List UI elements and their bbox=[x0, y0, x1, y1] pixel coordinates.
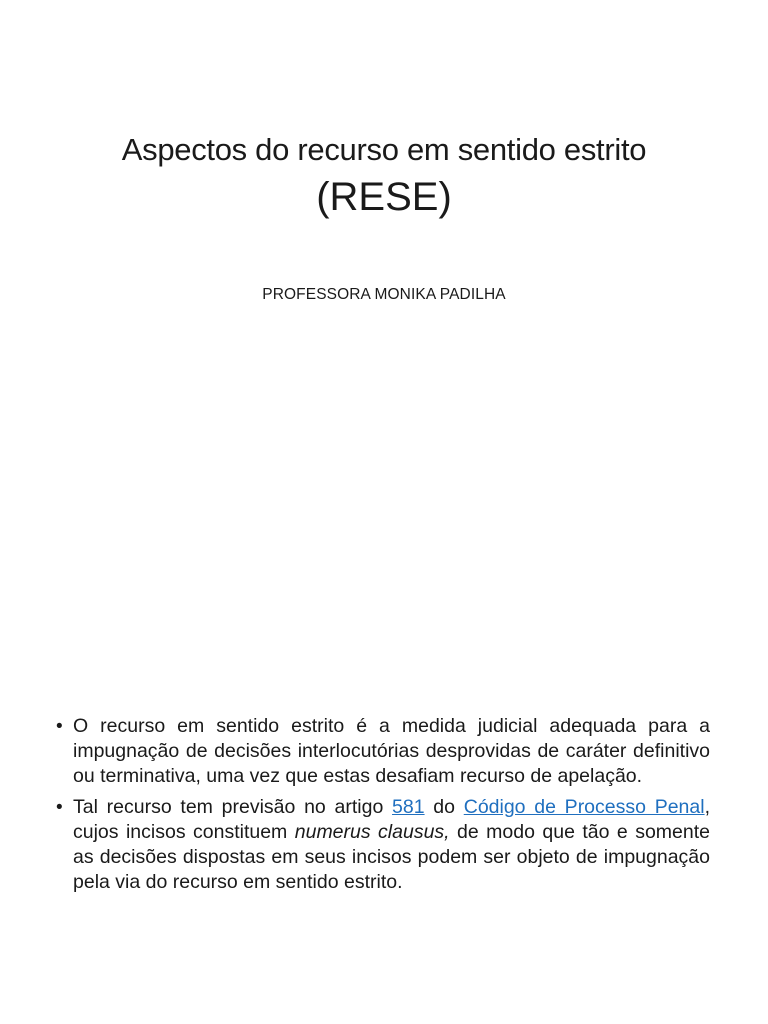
title-line-2: (RESE) bbox=[316, 175, 452, 219]
title-line-1: Aspectos do recurso em sentido estrito bbox=[121, 132, 647, 167]
bullet-text-2-part-3: , cujos incisos constituem bbox=[73, 796, 710, 843]
bullet-item-1 bbox=[50, 714, 710, 789]
slide-title bbox=[60, 128, 708, 222]
bullet-text-2-italic: numerus clausus, bbox=[294, 821, 450, 843]
bullet-list bbox=[50, 714, 710, 901]
bullet-dot-icon: • bbox=[56, 716, 63, 737]
link-codigo-processo-penal[interactable]: Código de Processo Penal bbox=[463, 796, 705, 818]
bullet-text-2-part-2: do bbox=[424, 796, 464, 818]
slide-subtitle: PROFESSORA MONIKA PADILHA bbox=[262, 286, 506, 303]
bullet-text-1: O recurso em sentido estrito é a medida judicial adequada para a impugnação de decisões interlocutórias desprovidas de caráter definitivo ou terminativa, uma vez que estas desafiam recurso de apelação. bbox=[73, 715, 710, 787]
bullet-text-2-part-4: de modo que tão e somente as decisões dispostas em seus incisos podem ser objeto de impugnação pela via do recurso em sentido estrito. bbox=[73, 821, 710, 893]
bullet-item-2 bbox=[50, 795, 710, 895]
link-article-581[interactable]: 581 bbox=[392, 796, 425, 818]
bullet-text-2-part-1: Tal recurso tem previsão no artigo bbox=[73, 796, 393, 818]
bullet-dot-icon: • bbox=[56, 797, 63, 818]
